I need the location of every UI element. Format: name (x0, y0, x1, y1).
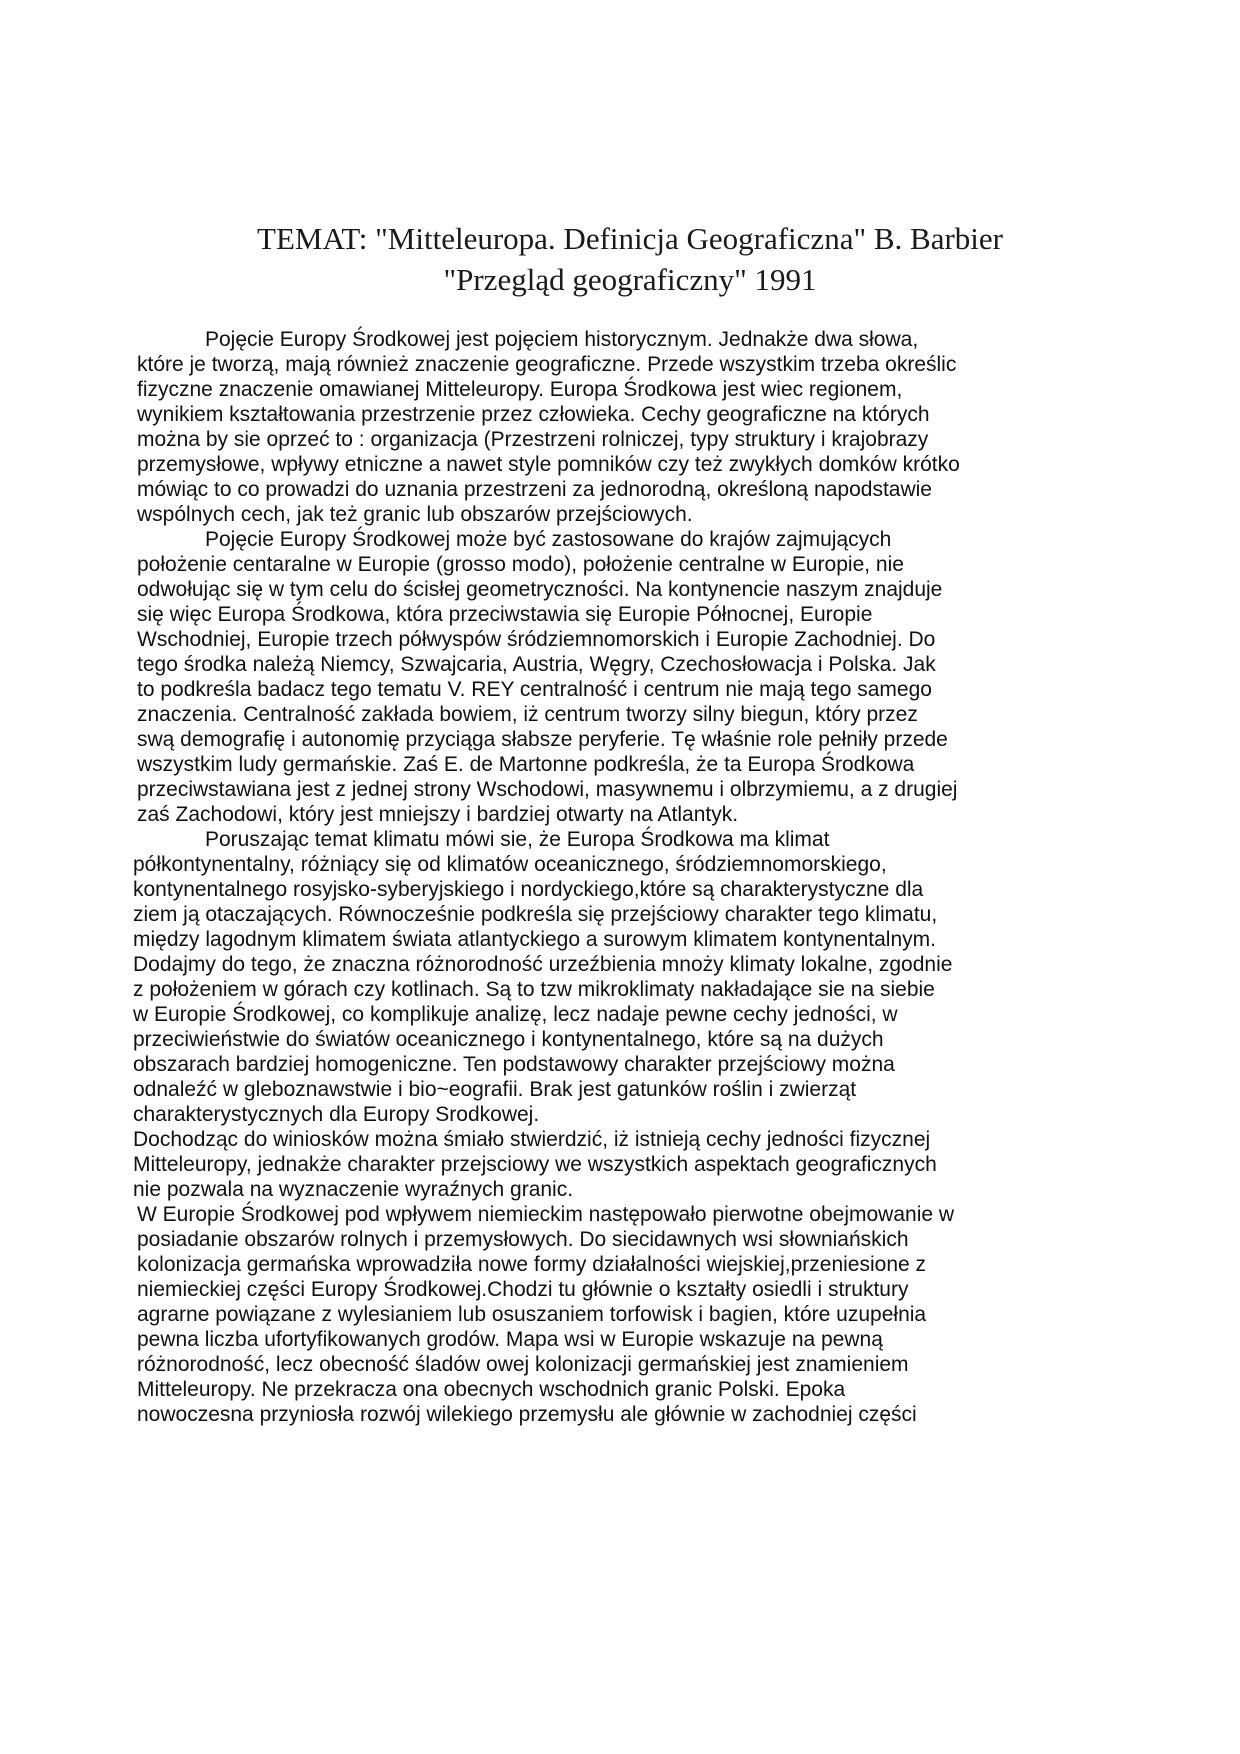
body-line: agrarne powiązane z wylesianiem lub osuszaniem torfowisk i bagien, które uzupełnia (137, 1303, 927, 1326)
body-line: zaś Zachodowi, który jest mniejszy i bardziej otwarty na Atlantyk. (137, 803, 739, 826)
body-line: Mitteleuropy. Ne przekracza ona obecnych wschodnich granic Polski. Epoka (137, 1378, 846, 1401)
body-line: wynikiem kształtowania przestrzenie przez człowieka. Cechy geograficzne na których (137, 403, 930, 426)
body-line: odnaleźć w gleboznawstwie i bio~eografii. Brak jest gatunków roślin i zwierząt (133, 1078, 857, 1101)
body-line: ziem ją otaczających. Równocześnie podkreśla się przejściowy charakter tego klimatu, (133, 903, 938, 926)
body-line: Poruszając temat klimatu mówi sie, że Europa Środkowa ma klimat (205, 828, 830, 851)
body-line: obszarach bardziej homogeniczne. Ten podstawowy charakter przejściowy można (133, 1053, 895, 1076)
title-line-2: "Przegląd geograficzny" 1991 (443, 262, 817, 297)
body-line: Pojęcie Europy Środkowej jest pojęciem historycznym. Jednakże dwa słowa, (205, 328, 919, 351)
body-line: posiadanie obszarów rolnych i przemysłowych. Do siecidawnych wsi słowniańskich (137, 1228, 909, 1251)
body-line: niemieckiej części Europy Środkowej.Chodzi tu głównie o kształty osiedli i struktury (137, 1278, 909, 1301)
body-line: swą demografię i autonomię przyciąga słabsze peryferie. Tę właśnie role pełniły przede (137, 728, 948, 751)
body-line: pewna liczba ufortyfikowanych grodów. Mapa wsi w Europie wskazuje na pewną (137, 1328, 883, 1351)
body-line: z położeniem w górach czy kotlinach. Są to tzw mikroklimaty nakładające sie na siebie (133, 978, 935, 1001)
body-line: Dochodząc do winiosków można śmiało stwierdzić, iż istnieją cechy jedności fizycznej (133, 1128, 931, 1151)
body-line: fizyczne znaczenie omawianej Mitteleuropy. Europa Środkowa jest wiec regionem, (137, 378, 903, 401)
body-line: znaczenia. Centralność zakłada bowiem, iż centrum tworzy silny biegun, który przez (137, 703, 918, 726)
body-line: można by sie oprzeć to : organizacja (Przestrzeni rolniczej, typy struktury i krajobrazy (137, 428, 929, 451)
body-line: W Europie Środkowej pod wpływem niemieckim następowało pierwotne obejmowanie w (137, 1203, 955, 1226)
body-line: przeciwstawiana jest z jednej strony Wschodowi, masywnemu i olbrzymiemu, a z drugiej (137, 778, 958, 801)
body-line: charakterystycznych dla Europy Srodkowej. (133, 1103, 540, 1126)
body-line: Pojęcie Europy Środkowej może być zastosowane do krajów zajmujących (205, 528, 892, 551)
body-line: mówiąc to co prowadzi do uznania przestrzeni za jednorodną, określoną napodstawie (137, 478, 932, 501)
body-line: położenie centaralne w Europie (grosso modo), położenie centralne w Europie, nie (137, 553, 904, 576)
title-line-1: TEMAT: "Mitteleuropa. Definicja Geograficzna" B. Barbier (257, 221, 1003, 256)
body-line: w Europie Środkowej, co komplikuje analizę, lecz nadaje pewne cechy jedności, w (133, 1003, 898, 1026)
body-line: przemysłowe, wpływy etniczne a nawet style pomników czy też zwykłych domków krótko (137, 453, 960, 476)
body-line: się więc Europa Środkowa, która przeciwstawia się Europie Północnej, Europie (137, 603, 873, 626)
body-line: półkontynentalny, różniący się od klimatów oceanicznego, śródziemnomorskiego, (133, 853, 887, 876)
body-line: nie pozwala na wyznaczenie wyraźnych granic. (133, 1178, 574, 1201)
body-line: różnorodność, lecz obecność śladów owej kolonizacji germańskiej jest znamieniem (137, 1353, 909, 1376)
body-line: wszystkim ludy germańskie. Zaś E. de Martonne podkreśla, że ta Europa Środkowa (137, 753, 915, 776)
body-line: Mitteleuropy, jednakże charakter przejsciowy we wszystkich aspektach geograficznych (133, 1153, 937, 1176)
body-line: kontynentalnego rosyjsko-syberyjskiego i nordyckiego,które są charakterystyczne dla (133, 878, 924, 901)
body-line: przeciwieństwie do światów oceanicznego i kontynentalnego, które są na dużych (133, 1028, 884, 1051)
body-line: to podkreśla badacz tego tematu V. REY centralność i centrum nie mają tego samego (137, 678, 932, 701)
body-line: kolonizacja germańska wprowadziła nowe formy działalności wiejskiej,przeniesione z (137, 1253, 927, 1276)
body-line: które je tworzą, mają również znaczenie geograficzne. Przede wszystkim trzeba określic (137, 353, 957, 376)
body-line: Wschodniej, Europie trzech półwyspów śródziemnomorskich i Europie Zachodniej. Do (137, 628, 936, 651)
body-line: wspólnych cech, jak też granic lub obszarów przejściowych. (137, 503, 693, 526)
body-line: nowoczesna przyniosła rozwój wilekiego przemysłu ale głównie w zachodniej części (137, 1403, 917, 1426)
body-line: odwołując się w tym celu do ścisłej geometryczności. Na kontynencie naszym znajduje (137, 578, 943, 601)
body-line: między lagodnym klimatem świata atlantyckiego a surowym klimatem kontynentalnym. (133, 928, 936, 951)
body-line: tego środka należą Niemcy, Szwajcaria, Austria, Węgry, Czechosłowacja i Polska. Jak (137, 653, 936, 676)
document-title (150, 218, 1110, 300)
body-line: Dodajmy do tego, że znaczna różnorodność urzeźbienia mnoży klimaty lokalne, zgodnie (133, 953, 953, 976)
